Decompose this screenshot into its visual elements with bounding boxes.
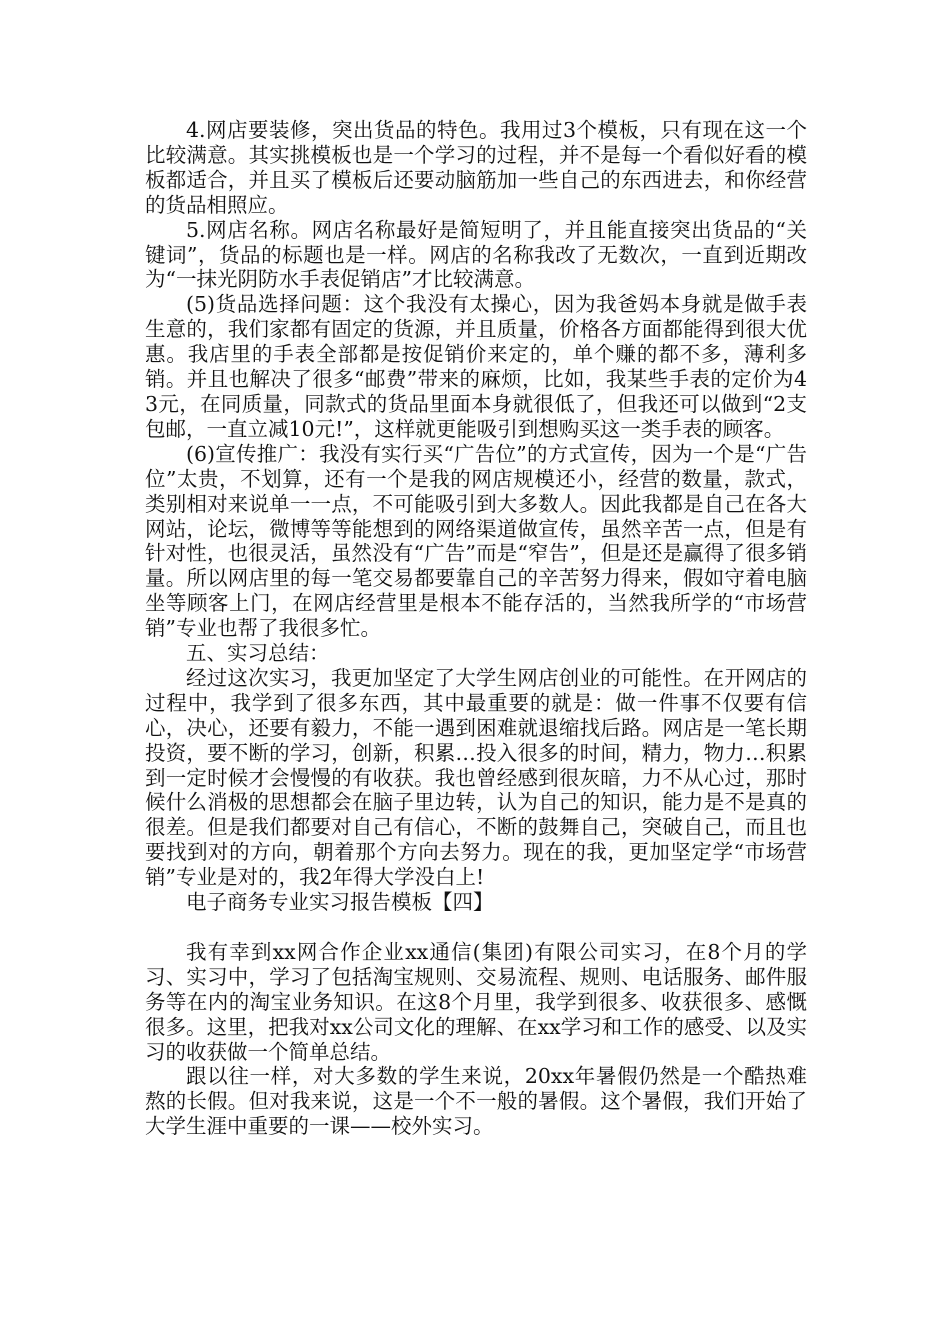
paragraph-summer-internship: 跟以往一样，对大多数的学生来说，20xx年暑假仍然是一个酷热难熬的长假。但对我来说，这是一个不一般的暑假。这个暑假，我们开始了大学生涯中重要的一课——校外实习。 — [145, 1064, 807, 1139]
paragraph-promotion: (6)宣传推广：我没有实行买“广告位”的方式宣传，因为一个是“广告位”太贵，不划算，还有一个是我的网店规模还小，经营的数量，款式，类别相对来说单一一点，不可能吸引到大多数人。因此我都是自己在各大网站，论坛，微博等等能想到的网络渠道做宣传，虽然辛苦一点，但是有针对性，也很灵活，虽然没有“广告”而是“窄告”，但是还是赢得了很多销量。所以网店里的每一笔交易都要靠自己的辛苦努力得来，假如守着电脑坐等顾客上门，在网店经营里是根本不能存活的，当然我所学的“市场营销”专业也帮了我很多忙。 — [145, 441, 807, 641]
paragraph-shop-name: 5.网店名称。网店名称最好是简短明了，并且能直接突出货品的“关键词”，货品的标题也是一样。网店的名称我改了无数次，一直到近期改为“一抹光阴防水手表促销店”才比较满意。 — [145, 217, 807, 292]
paragraph-goods-selection: (5)货品选择问题：这个我没有太操心，因为我爸妈本身就是做手表生意的，我们家都有固定的货源，并且质量，价格各方面都能得到很大优惠。我店里的手表全部都是按促销价来定的，单个赚的都不多，薄利多销。并且也解决了很多“邮费”带来的麻烦，比如，我某些手表的定价为43元，在同质量，同款式的货品里面本身就很低了，但我还可以做到“2支包邮，一直立减10元!”，这样就更能吸引到想购买这一类手表的顾客。 — [145, 292, 807, 441]
section-heading-summary: 五、实习总结： — [186, 641, 330, 666]
paragraph-internship-intro: 我有幸到xx网合作企业xx通信(集团)有限公司实习，在8个月的学习、实习中，学习了包括淘宝规则、交易流程、规则、电话服务、邮件服务等在内的淘宝业务知识。在这8个月里，我学到很多、收获很多、感慨很多。这里，把我对xx公司文化的理解、在xx学习和工作的感受、以及实习的收获做一个简单总结。 — [145, 939, 807, 1064]
paragraph-summary: 经过这次实习，我更加坚定了大学生网店创业的可能性。在开网店的过程中，我学到了很多东西，其中最重要的就是：做一件事不仅要有信心，决心，还要有毅力，不能一遇到困难就退缩找后路。网店是一笔长期投资，要不断的学习，创新，积累…投入很多的时间，精力，物力…积累到一定时候才会慢慢的有收获。我也曾经感到很灰暗，力不从心过，那时候什么消极的思想都会在脑子里边转，认为自己的知识，能力是不是真的很差。但是我们都要对自己有信心，不断的鼓舞自己，突破自己，而且也要找到对的方向，朝着那个方向去努力。现在的我，更加坚定学“市场营销”专业是对的，我2年得大学没白上! — [145, 665, 807, 890]
section-title-report-four: 电子商务专业实习报告模板【四】 — [186, 890, 494, 915]
document-page — [145, 118, 807, 1139]
blank-line — [145, 915, 807, 940]
paragraph-shop-decoration: 4.网店要装修，突出货品的特色。我用过3个模板，只有现在这一个比较满意。其实挑模板也是一个学习的过程，并不是每一个看似好看的模板都适合，并且买了模板后还要动脑筋加一些自己的东西进去，和你经营的货品相照应。 — [145, 118, 807, 217]
